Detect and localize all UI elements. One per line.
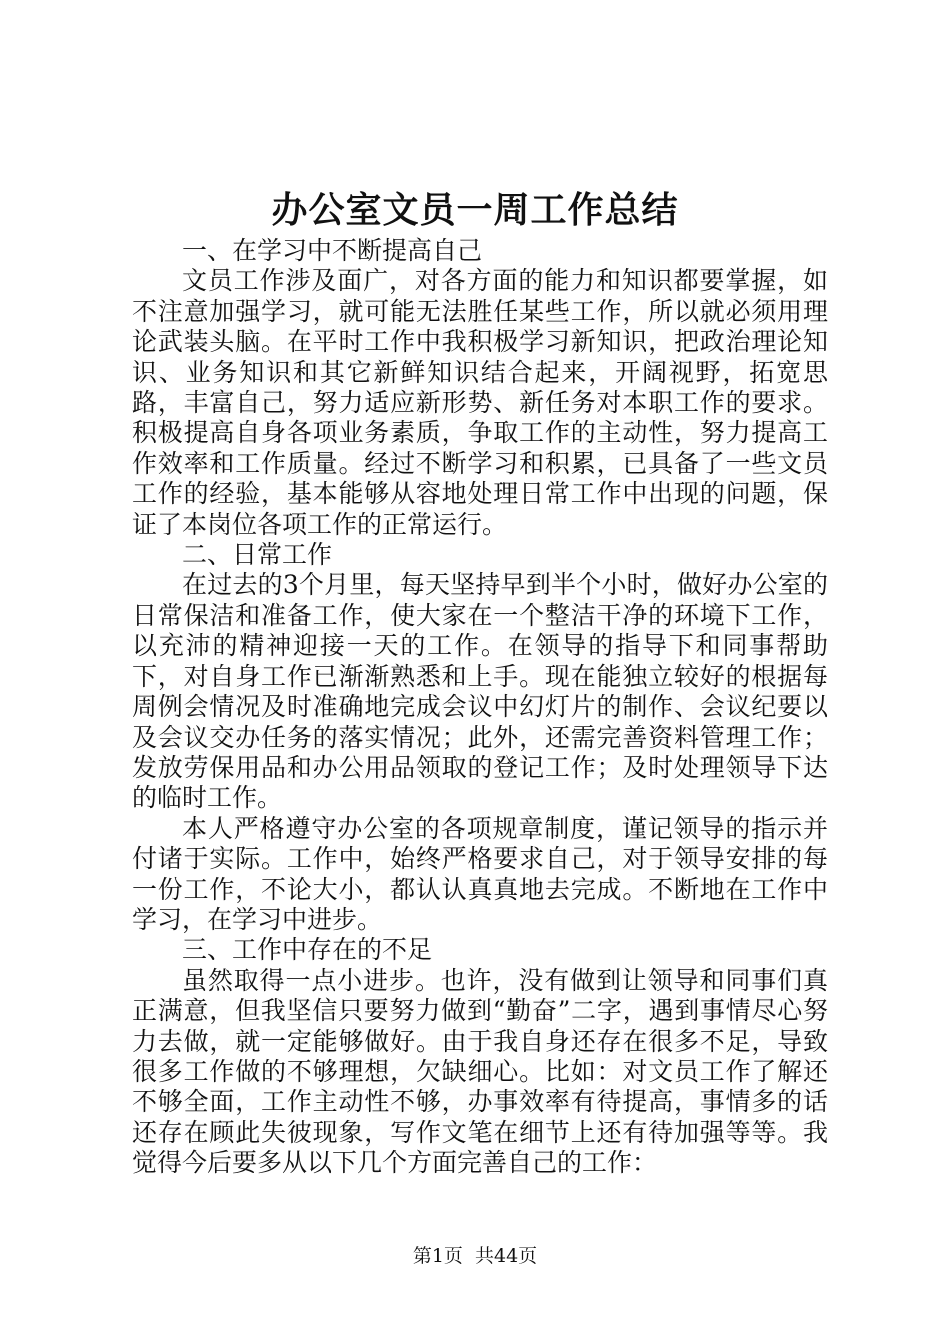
- paragraph-4: 虽然取得一点小进步。也许，没有做到让领导和同事们真正满意，但我坚信只要努力做到“勤奋”二字，遇到事情尽心努力去做，就一定能够做好。由于我自身还存在很多不足，导致很多工作做的不够理想，欠缺细心。比如：对文员工作了解还不够全面，工作主动性不够，办事效率有待提高，事情多的话还存在顾此失彼现象，写作文笔在细节上还有待加强等等。我觉得今后要多从以下几个方面完善自己的工作：: [132, 965, 828, 1178]
- section-heading-3: 三、工作中存在的不足: [182, 935, 433, 965]
- document-body: [132, 236, 828, 1179]
- section-heading-1: 一、在学习中不断提高自己: [182, 236, 483, 265]
- page-total: 共44页: [475, 1245, 538, 1267]
- page-footer: [0, 1244, 950, 1268]
- document-title: 办公室文员一周工作总结: [271, 189, 679, 231]
- section-heading-2: 二、日常工作: [182, 540, 333, 570]
- paragraph-3: 本人严格遵守办公室的各项规章制度，谨记领导的指示并付诸于实际。工作中，始终严格要求自己，对于领导安排的每一份工作，不论大小，都认认真真地去完成。不断地在工作中学习，在学习中进步。: [132, 813, 828, 934]
- paragraph-2: 在过去的3个月里，每天坚持早到半个小时，做好办公室的日常保洁和准备工作，使大家在一个整洁干净的环境下工作，以充沛的精神迎接一天的工作。在领导的指导下和同事帮助下，对自身工作已渐渐熟悉和上手。现在能独立较好的根据每周例会情况及时准确地完成会议中幻灯片的制作、会议纪要以及会议交办任务的落实情况；此外，还需完善资料管理工作；发放劳保用品和办公用品领取的登记工作；及时处理领导下达的临时工作。: [132, 570, 828, 813]
- paragraph-1: 文员工作涉及面广，对各方面的能力和知识都要掌握，如不注意加强学习，就可能无法胜任某些工作，所以就必须用理论武装头脑。在平时工作中我积极学习新知识，把政治理论知识、业务知识和其它新鲜知识结合起来，开阔视野，拓宽思路，丰富自己，努力适应新形势、新任务对本职工作的要求。积极提高自身各项业务素质，争取工作的主动性，努力提高工作效率和工作质量。经过不断学习和积累，已具备了一些文员工作的经验，基本能够从容地处理日常工作中出现的问题，保证了本岗位各项工作的正常运行。: [132, 266, 828, 539]
- page-number: 第1页: [412, 1245, 463, 1267]
